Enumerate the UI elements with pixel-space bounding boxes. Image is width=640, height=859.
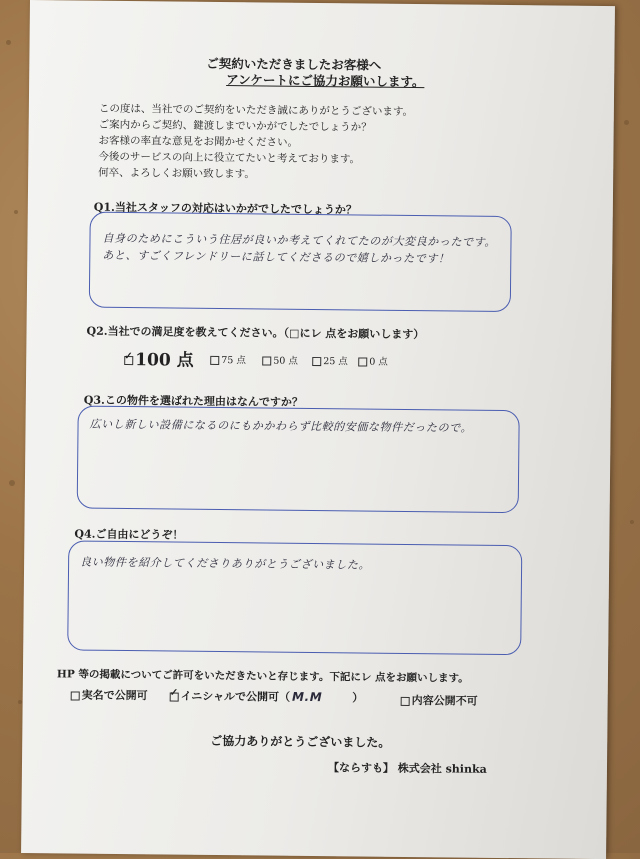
intro-line: 今後のサービスの向上に役立てたいと考えております。 (98, 150, 361, 166)
checkbox-icon (358, 357, 367, 366)
option-label: イニシャルで公開可（ (180, 689, 291, 704)
q2-option-25 (312, 353, 348, 367)
intro-line: この度は、当社でのご契約をいただき誠にありがとうございます。 (98, 102, 414, 119)
q1-answer-line-2: あと、すごくフレンドリーに話してくださるので嬉しかったです！ (102, 248, 450, 266)
q3-label: Q3.この物件を選ばれた理由はなんですか？ (83, 393, 303, 409)
q2-option-75 (210, 352, 246, 366)
checkbox-icon (401, 696, 410, 705)
q1-answer-line-1: 自身のためにこういう住居が良いか考えてくれてたのが大変良かったです。 (102, 231, 497, 249)
option-label: 75 点 (221, 355, 246, 367)
checkbox-icon (210, 356, 219, 365)
q2-option-100 (124, 345, 194, 371)
cork-speck (630, 520, 634, 524)
option-label: 実名で公開可 (81, 688, 148, 703)
option-label: 0 点 (369, 356, 388, 368)
option-label-close: ） (352, 691, 364, 705)
title-line-1: ご契約いただきましたお客様へ (206, 55, 382, 73)
cork-speck (18, 700, 22, 704)
q3-answer: 広いし新しい設備になるのにもかかわらず比較的安価な物件だったので。 (89, 417, 473, 435)
title-line-2: アンケートにご協力お願いします。 (226, 72, 425, 90)
option-label: 25 点 (323, 356, 348, 368)
hp-option-initial (170, 688, 364, 706)
cork-speck (6, 40, 11, 45)
q2-option-0 (358, 353, 388, 367)
checkbox-checked-icon (124, 356, 133, 365)
checkbox-icon (71, 691, 80, 700)
intro-line: お客様の率直な意見をお聞かせください。 (98, 134, 299, 149)
checkbox-checked-icon (170, 692, 179, 701)
q2-option-50 (262, 352, 298, 366)
cork-speck (624, 120, 629, 125)
cork-speck (14, 210, 18, 214)
initials-value: M.M (291, 689, 323, 705)
intro-line: ご案内からご契約、鍵渡しまでいかがでしたでしょうか？ (98, 118, 372, 134)
hp-option-realname (71, 686, 148, 703)
q1-label: Q1.当社スタッフの対応はいかがでしたでしょうか？ (93, 200, 357, 217)
intro-line: 何卒、よろしくお願い致します。 (98, 166, 255, 181)
survey-sheet (21, 0, 615, 859)
q4-answer: 良い物件を紹介してくださりありがとうございました。 (80, 555, 371, 572)
closing-thanks: ご協力ありがとうございました。 (210, 733, 391, 750)
option-label: 50 点 (273, 355, 298, 367)
option-label: 内容公開不可 (411, 694, 478, 708)
q4-label: Q4.ご自由にどうぞ！ (74, 527, 184, 542)
checkbox-icon (312, 357, 321, 366)
checkbox-icon (262, 356, 271, 365)
option-label: 100 点 (135, 350, 194, 371)
q2-label: Q2.当社での満足度を教えてください。（□にレ 点をお願いします） (86, 324, 425, 342)
cork-speck (9, 480, 15, 486)
hp-permission-label: HP 等の掲載についてご許可をいただきたいと存じます。下記にレ 点をお願いします。 (56, 668, 469, 685)
hp-option-private (401, 692, 478, 709)
company-name: 【ならすも】 株式会社 shinka (327, 761, 487, 776)
